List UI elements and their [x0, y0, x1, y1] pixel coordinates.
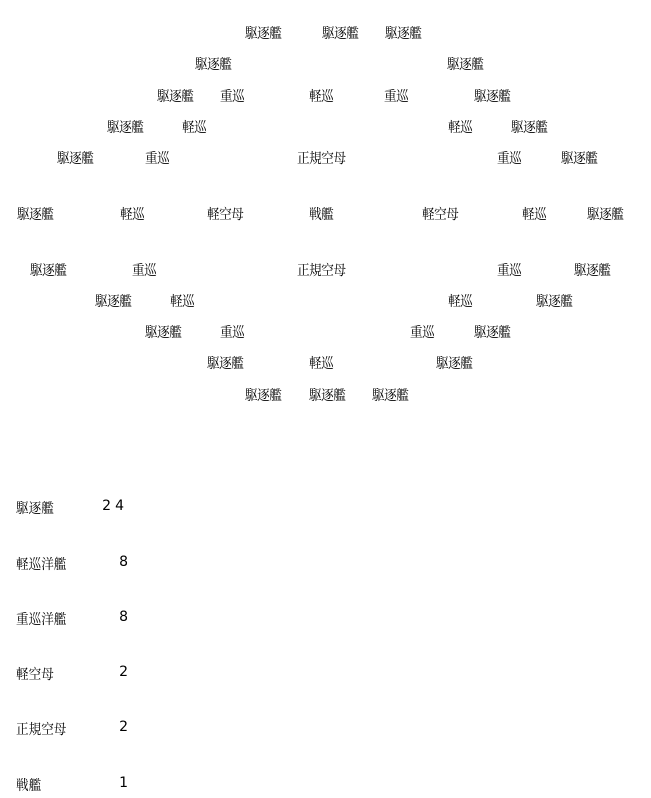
ship-label: 正規空母: [297, 263, 346, 279]
legend-ship-count: 24: [102, 498, 128, 514]
ship-label: 軽巡: [309, 89, 334, 105]
ship-label: 重巡: [132, 263, 157, 279]
ship-label: 駆逐艦: [536, 294, 573, 310]
ship-label: 重巡: [384, 89, 409, 105]
legend-ship-type: 軽巡洋艦: [16, 557, 67, 573]
legend-ship-count: 8: [119, 554, 128, 570]
ship-label: 駆逐艦: [107, 120, 144, 136]
legend-ship-count: 8: [119, 609, 128, 625]
ship-label: 駆逐艦: [561, 151, 598, 167]
ship-label: 軽巡: [120, 207, 145, 223]
ship-label: 軽巡: [448, 120, 473, 136]
ship-label: 軽巡: [448, 294, 473, 310]
ship-label: 駆逐艦: [95, 294, 132, 310]
ship-label: 軽空母: [207, 207, 244, 223]
ship-label: 駆逐艦: [372, 388, 409, 404]
legend-row: [16, 609, 216, 627]
ship-label: 駆逐艦: [207, 356, 244, 372]
legend-ship-type: 戦艦: [16, 778, 42, 794]
ship-label: 駆逐艦: [322, 26, 359, 42]
ship-label: 重巡: [410, 325, 435, 341]
legend-ship-type: 重巡洋艦: [16, 612, 67, 628]
legend-row: [16, 719, 216, 737]
legend-row: [16, 775, 216, 793]
ship-label: 駆逐艦: [195, 57, 232, 73]
ship-label: 軽巡: [170, 294, 195, 310]
ship-label: 重巡: [497, 263, 522, 279]
legend-ship-count: 1: [119, 775, 128, 791]
ship-label: 軽巡: [522, 207, 547, 223]
ship-label: 駆逐艦: [436, 356, 473, 372]
ship-label: 駆逐艦: [474, 89, 511, 105]
ship-label: 駆逐艦: [587, 207, 624, 223]
ship-label: 駆逐艦: [511, 120, 548, 136]
ship-label: 駆逐艦: [474, 325, 511, 341]
legend-ship-count: 2: [119, 719, 128, 735]
ship-label: 軽巡: [182, 120, 207, 136]
ship-label: 駆逐艦: [157, 89, 194, 105]
ship-label: 駆逐艦: [447, 57, 484, 73]
ship-label: 正規空母: [297, 151, 346, 167]
ship-label: 駆逐艦: [145, 325, 182, 341]
legend-ship-type: 駆逐艦: [16, 501, 54, 517]
ship-label: 戦艦: [309, 207, 334, 223]
ship-label: 駆逐艦: [574, 263, 611, 279]
legend-row: [16, 498, 216, 516]
legend-ship-type: 軽空母: [16, 667, 54, 683]
ship-label: 重巡: [145, 151, 170, 167]
ship-label: 駆逐艦: [57, 151, 94, 167]
ship-label: 駆逐艦: [385, 26, 422, 42]
ship-label: 軽空母: [422, 207, 459, 223]
ship-label: 駆逐艦: [17, 207, 54, 223]
ship-label: 重巡: [220, 325, 245, 341]
ship-label: 駆逐艦: [30, 263, 67, 279]
legend-ship-type: 正規空母: [16, 722, 67, 738]
legend-row: [16, 664, 216, 682]
ship-label: 軽巡: [309, 356, 334, 372]
ship-label: 駆逐艦: [245, 388, 282, 404]
ship-label: 駆逐艦: [245, 26, 282, 42]
ship-label: 駆逐艦: [309, 388, 346, 404]
legend-ship-count: 2: [119, 664, 128, 680]
legend-row: [16, 554, 216, 572]
ship-label: 重巡: [497, 151, 522, 167]
ship-label: 重巡: [220, 89, 245, 105]
